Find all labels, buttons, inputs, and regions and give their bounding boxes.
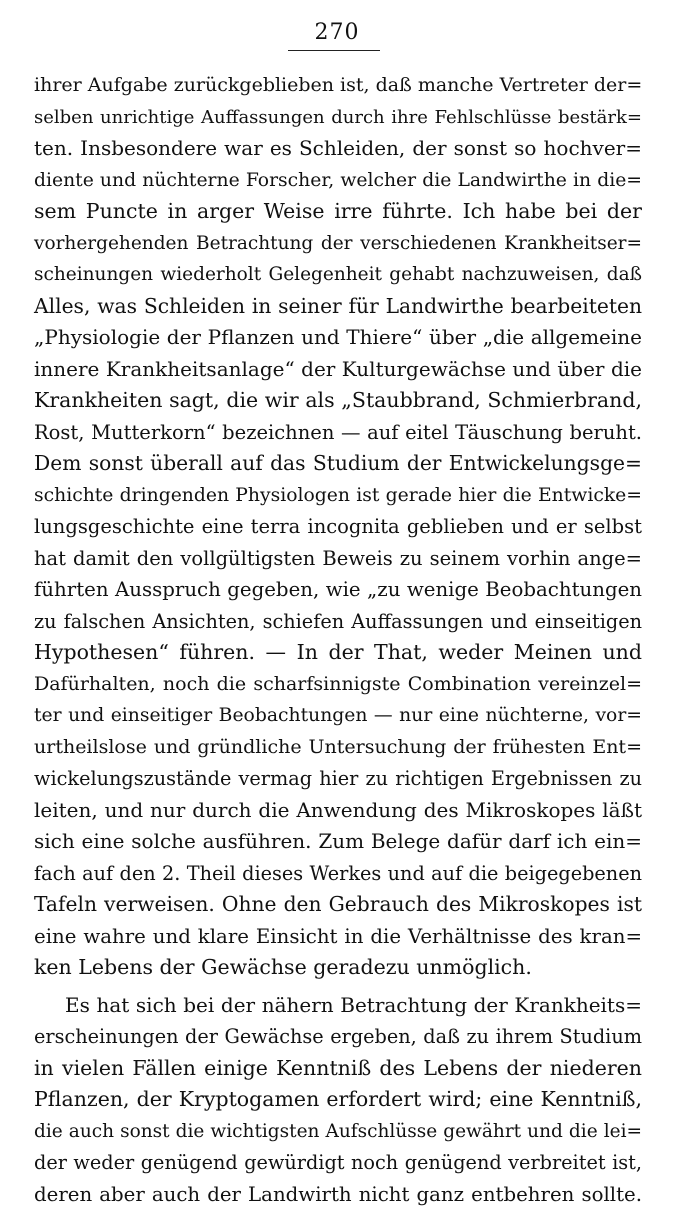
text-line: ken Lebens der Gewächse geradezu unmöglich. (34, 952, 642, 984)
text-line: Es hat sich bei der nähern Betrachtung der Krankheits= (34, 990, 642, 1022)
text-line: sem Puncte in arger Weise irre führte. Ich habe bei der (34, 196, 642, 228)
text-line: die auch sonst die wichtigsten Aufschlüsse gewährt und die lei= (34, 1116, 642, 1148)
text-line: hat damit den vollgültigsten Beweis zu seinem vorhin ange= (34, 543, 642, 575)
text-line: Dafürhalten, noch die scharfsinnigste Combination vereinzel= (34, 669, 642, 701)
text-line: selben unrichtige Auffassungen durch ihre Fehlschlüsse bestärk= (34, 102, 642, 134)
text-line: deren aber auch der Landwirth nicht ganz entbehren sollte. (34, 1179, 642, 1210)
text-line: sich eine solche ausführen. Zum Belege dafür darf ich ein= (34, 826, 642, 858)
text-line: Hypothesen“ führen. — In der That, weder Meinen und (34, 637, 642, 669)
text-line: in vielen Fällen einige Kenntniß des Lebens der niederen (34, 1053, 642, 1085)
text-line: fach auf den 2. Theil dieses Werkes und auf die beigegebenen (34, 858, 642, 890)
header-rule (288, 50, 380, 51)
text-line: leiten, und nur durch die Anwendung des Mikroskopes läßt (34, 795, 642, 827)
text-line: ter und einseitiger Beobachtungen — nur eine nüchterne, vor= (34, 700, 642, 732)
body-text (34, 70, 642, 1210)
text-line: schichte dringenden Physiologen ist gerade hier die Entwicke= (34, 480, 642, 512)
text-line: innere Krankheitsanlage“ der Kulturgewächse und über die (34, 354, 642, 386)
paragraph-1 (34, 70, 642, 984)
text-line: vorhergehenden Betrachtung der verschiedenen Krankheitser= (34, 228, 642, 260)
text-line: Rost, Mutterkorn“ bezeichnen — auf eitel Täuschung beruht. (34, 417, 642, 449)
text-line: lungsgeschichte eine terra incognita geblieben und er selbst (34, 511, 642, 543)
text-line: ten. Insbesondere war es Schleiden, der sonst so hochver= (34, 133, 642, 165)
text-line: ihrer Aufgabe zurückgeblieben ist, daß manche Vertreter der= (34, 70, 642, 102)
text-line: Tafeln verweisen. Ohne den Gebrauch des Mikroskopes ist (34, 889, 642, 921)
text-line: urtheilslose und gründliche Untersuchung der frühesten Ent= (34, 732, 642, 764)
text-line: erscheinungen der Gewächse ergeben, daß zu ihrem Studium (34, 1021, 642, 1053)
text-line: wickelungszustände vermag hier zu richtigen Ergebnissen zu (34, 763, 642, 795)
text-line: Dem sonst überall auf das Studium der Entwickelungsge= (34, 448, 642, 480)
text-line: führten Ausspruch gegeben, wie „zu wenige Beobachtungen (34, 574, 642, 606)
text-line: diente und nüchterne Forscher, welcher die Landwirthe in die= (34, 165, 642, 197)
paragraph-2 (34, 990, 642, 1210)
text-line: Krankheiten sagt, die wir als „Staubbrand, Schmierbrand, (34, 385, 642, 417)
text-line: „Physiologie der Pflanzen und Thiere“ über „die allgemeine (34, 322, 642, 354)
page-number: 270 (0, 20, 674, 45)
text-line: scheinungen wiederholt Gelegenheit gehabt nachzuweisen, daß (34, 259, 642, 291)
text-line: zu falschen Ansichten, schiefen Auffassungen und einseitigen (34, 606, 642, 638)
text-line: eine wahre und klare Einsicht in die Verhältnisse des kran= (34, 921, 642, 953)
text-line: Pflanzen, der Kryptogamen erfordert wird; eine Kenntniß, (34, 1084, 642, 1116)
text-line: der weder genügend gewürdigt noch genügend verbreitet ist, (34, 1147, 642, 1179)
text-line: Alles, was Schleiden in seiner für Landwirthe bearbeiteten (34, 291, 642, 323)
